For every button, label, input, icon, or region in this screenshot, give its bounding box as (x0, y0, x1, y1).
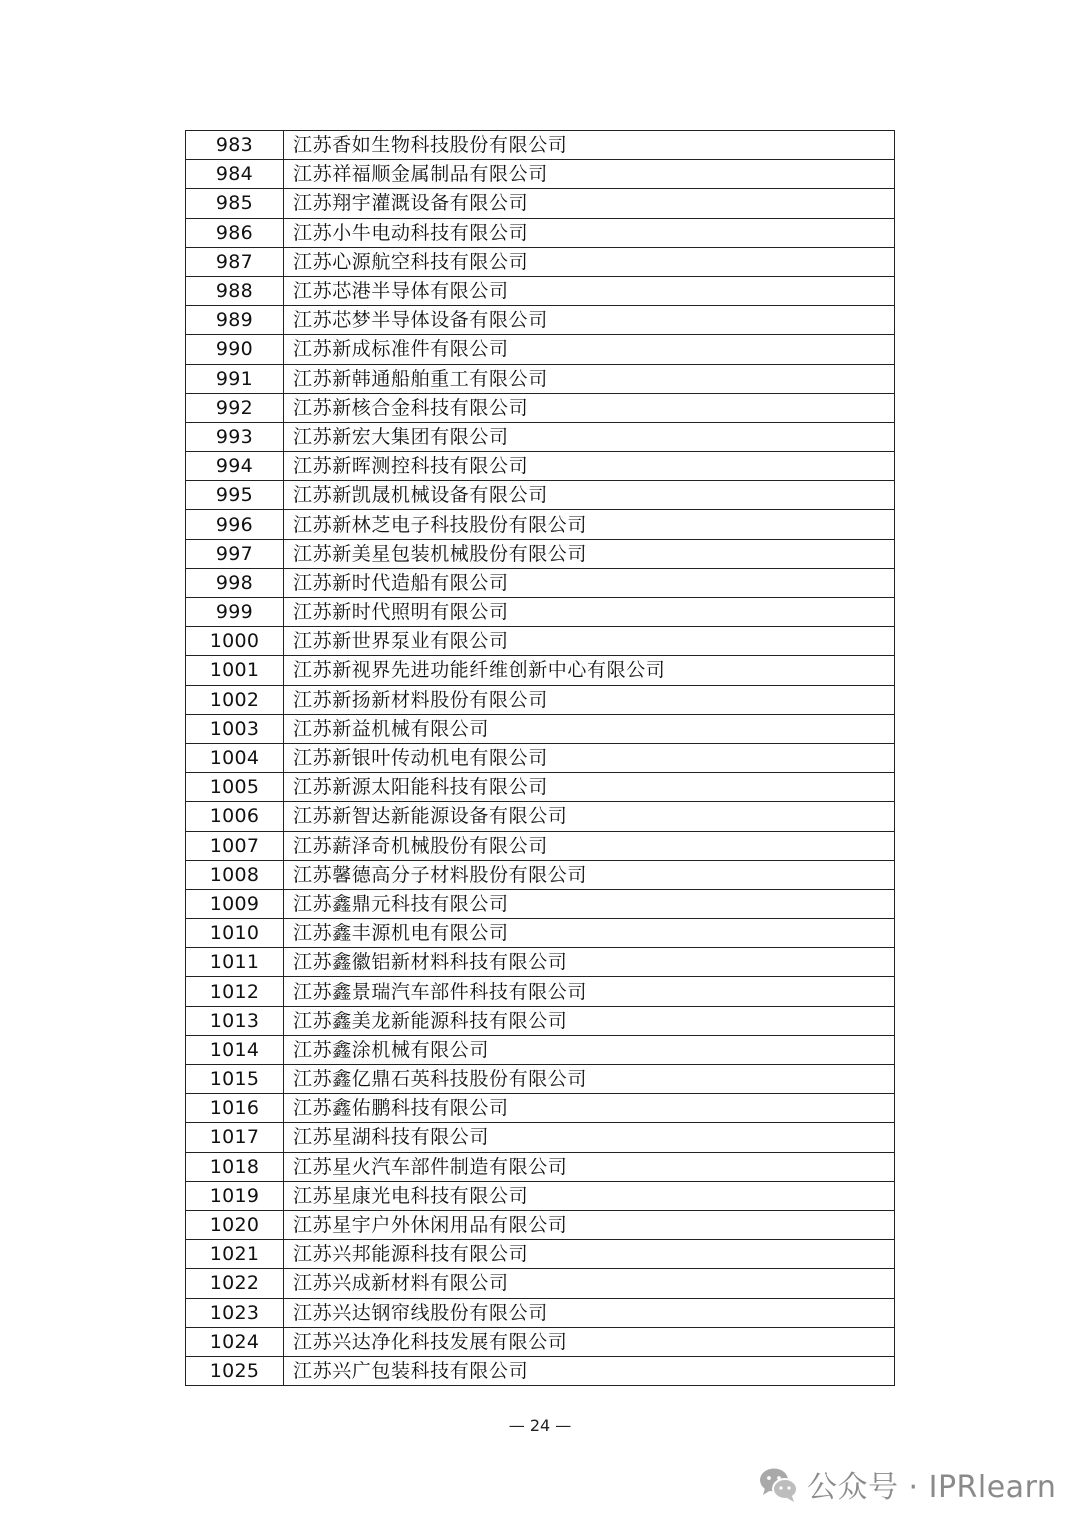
row-number-cell: 1015 (186, 1065, 284, 1094)
company-name-cell: 江苏鑫丰源机电有限公司 (284, 919, 895, 948)
company-name-cell: 江苏新益机械有限公司 (284, 714, 895, 743)
table-row (186, 131, 895, 160)
table-row (186, 977, 895, 1006)
company-name-cell: 江苏新林芝电子科技股份有限公司 (284, 510, 895, 539)
row-number-cell: 1016 (186, 1094, 284, 1123)
company-name-cell: 江苏新韩通船舶重工有限公司 (284, 364, 895, 393)
row-number-cell: 991 (186, 364, 284, 393)
table-row (186, 568, 895, 597)
company-name-cell: 江苏祥福顺金属制品有限公司 (284, 160, 895, 189)
company-name-cell: 江苏新视界先进功能纤维创新中心有限公司 (284, 656, 895, 685)
row-number-cell: 1019 (186, 1181, 284, 1210)
row-number-cell: 1005 (186, 773, 284, 802)
table-body (186, 131, 895, 1386)
table-row (186, 335, 895, 364)
company-name-cell: 江苏新扬新材料股份有限公司 (284, 685, 895, 714)
table-row (186, 364, 895, 393)
row-number-cell: 1014 (186, 1035, 284, 1064)
row-number-cell: 1004 (186, 743, 284, 772)
row-number-cell: 995 (186, 481, 284, 510)
row-number-cell: 990 (186, 335, 284, 364)
row-number-cell: 1022 (186, 1269, 284, 1298)
company-name-cell: 江苏心源航空科技有限公司 (284, 247, 895, 276)
row-number-cell: 993 (186, 422, 284, 451)
row-number-cell: 985 (186, 189, 284, 218)
company-name-cell: 江苏新核合金科技有限公司 (284, 393, 895, 422)
table-row (186, 1298, 895, 1327)
table-row (186, 802, 895, 831)
table-row (186, 948, 895, 977)
company-name-cell: 江苏新宏大集团有限公司 (284, 422, 895, 451)
table-row (186, 539, 895, 568)
table-row (186, 276, 895, 305)
table-row (186, 919, 895, 948)
row-number-cell: 999 (186, 598, 284, 627)
company-name-cell: 江苏翔宇灌溉设备有限公司 (284, 189, 895, 218)
table-row (186, 160, 895, 189)
row-number-cell: 1008 (186, 860, 284, 889)
company-name-cell: 江苏鑫涂机械有限公司 (284, 1035, 895, 1064)
company-name-cell: 江苏芯港半导体有限公司 (284, 276, 895, 305)
table-row (186, 1035, 895, 1064)
row-number-cell: 1018 (186, 1152, 284, 1181)
company-name-cell: 江苏鑫鼎元科技有限公司 (284, 889, 895, 918)
row-number-cell: 1002 (186, 685, 284, 714)
wechat-watermark (757, 1462, 1056, 1506)
table-row (186, 1210, 895, 1239)
row-number-cell: 1012 (186, 977, 284, 1006)
row-number-cell: 1001 (186, 656, 284, 685)
row-number-cell: 984 (186, 160, 284, 189)
table-row (186, 831, 895, 860)
row-number-cell: 1021 (186, 1240, 284, 1269)
row-number-cell: 1024 (186, 1327, 284, 1356)
row-number-cell: 992 (186, 393, 284, 422)
table-row (186, 481, 895, 510)
company-name-cell: 江苏鑫景瑞汽车部件科技有限公司 (284, 977, 895, 1006)
row-number-cell: 1017 (186, 1123, 284, 1152)
table-row (186, 714, 895, 743)
company-name-cell: 江苏新时代照明有限公司 (284, 598, 895, 627)
wechat-icon (757, 1462, 801, 1506)
company-name-cell: 江苏新晖测控科技有限公司 (284, 452, 895, 481)
company-name-cell: 江苏兴广包装科技有限公司 (284, 1356, 895, 1385)
row-number-cell: 1010 (186, 919, 284, 948)
row-number-cell: 1011 (186, 948, 284, 977)
company-name-cell: 江苏薪泽奇机械股份有限公司 (284, 831, 895, 860)
table-row (186, 1356, 895, 1385)
table-row (186, 1269, 895, 1298)
company-name-cell: 江苏鑫佑鹏科技有限公司 (284, 1094, 895, 1123)
row-number-cell: 1020 (186, 1210, 284, 1239)
row-number-cell: 986 (186, 218, 284, 247)
table-row (186, 510, 895, 539)
company-name-cell: 江苏兴邦能源科技有限公司 (284, 1240, 895, 1269)
company-name-cell: 江苏新世界泵业有限公司 (284, 627, 895, 656)
row-number-cell: 1007 (186, 831, 284, 860)
table-row (186, 306, 895, 335)
row-number-cell: 987 (186, 247, 284, 276)
table-row (186, 1094, 895, 1123)
table-row (186, 247, 895, 276)
company-name-cell: 江苏馨德高分子材料股份有限公司 (284, 860, 895, 889)
row-number-cell: 1009 (186, 889, 284, 918)
company-name-cell: 江苏新源太阳能科技有限公司 (284, 773, 895, 802)
row-number-cell: 988 (186, 276, 284, 305)
company-name-cell: 江苏星宇户外休闲用品有限公司 (284, 1210, 895, 1239)
company-name-cell: 江苏兴达净化科技发展有限公司 (284, 1327, 895, 1356)
company-name-cell: 江苏新美星包装机械股份有限公司 (284, 539, 895, 568)
company-name-cell: 江苏小牛电动科技有限公司 (284, 218, 895, 247)
row-number-cell: 996 (186, 510, 284, 539)
table-row (186, 889, 895, 918)
table-row (186, 656, 895, 685)
row-number-cell: 1025 (186, 1356, 284, 1385)
table-row (186, 743, 895, 772)
table-row (186, 1152, 895, 1181)
table-row (186, 1181, 895, 1210)
table-row (186, 452, 895, 481)
company-name-cell: 江苏星湖科技有限公司 (284, 1123, 895, 1152)
company-list-table (185, 130, 895, 1386)
company-name-cell: 江苏星火汽车部件制造有限公司 (284, 1152, 895, 1181)
company-name-cell: 江苏芯梦半导体设备有限公司 (284, 306, 895, 335)
table-row (186, 773, 895, 802)
company-name-cell: 江苏新银叶传动机电有限公司 (284, 743, 895, 772)
table-row (186, 189, 895, 218)
table-row (186, 1240, 895, 1269)
table-row (186, 627, 895, 656)
company-name-cell: 江苏新时代造船有限公司 (284, 568, 895, 597)
company-name-cell: 江苏新凯晟机械设备有限公司 (284, 481, 895, 510)
row-number-cell: 1013 (186, 1006, 284, 1035)
table-row (186, 1123, 895, 1152)
row-number-cell: 994 (186, 452, 284, 481)
row-number-cell: 1003 (186, 714, 284, 743)
table-row (186, 422, 895, 451)
company-name-cell: 江苏星康光电科技有限公司 (284, 1181, 895, 1210)
table-row (186, 685, 895, 714)
company-name-cell: 江苏新成标准件有限公司 (284, 335, 895, 364)
company-name-cell: 江苏兴成新材料有限公司 (284, 1269, 895, 1298)
company-name-cell: 江苏鑫亿鼎石英科技股份有限公司 (284, 1065, 895, 1094)
company-name-cell: 江苏香如生物科技股份有限公司 (284, 131, 895, 160)
row-number-cell: 998 (186, 568, 284, 597)
table-row (186, 1006, 895, 1035)
table-row (186, 598, 895, 627)
row-number-cell: 1023 (186, 1298, 284, 1327)
company-name-cell: 江苏新智达新能源设备有限公司 (284, 802, 895, 831)
page-number: — 24 — (508, 1416, 572, 1435)
row-number-cell: 1000 (186, 627, 284, 656)
table-row (186, 218, 895, 247)
watermark-text: 公众号 · IPRlearn (807, 1470, 1057, 1505)
row-number-cell: 989 (186, 306, 284, 335)
company-name-cell: 江苏鑫徽铝新材料科技有限公司 (284, 948, 895, 977)
table-row (186, 393, 895, 422)
row-number-cell: 997 (186, 539, 284, 568)
row-number-cell: 1006 (186, 802, 284, 831)
company-name-cell: 江苏兴达钢帘线股份有限公司 (284, 1298, 895, 1327)
table-row (186, 860, 895, 889)
table-row (186, 1327, 895, 1356)
table-row (186, 1065, 895, 1094)
company-name-cell: 江苏鑫美龙新能源科技有限公司 (284, 1006, 895, 1035)
row-number-cell: 983 (186, 131, 284, 160)
